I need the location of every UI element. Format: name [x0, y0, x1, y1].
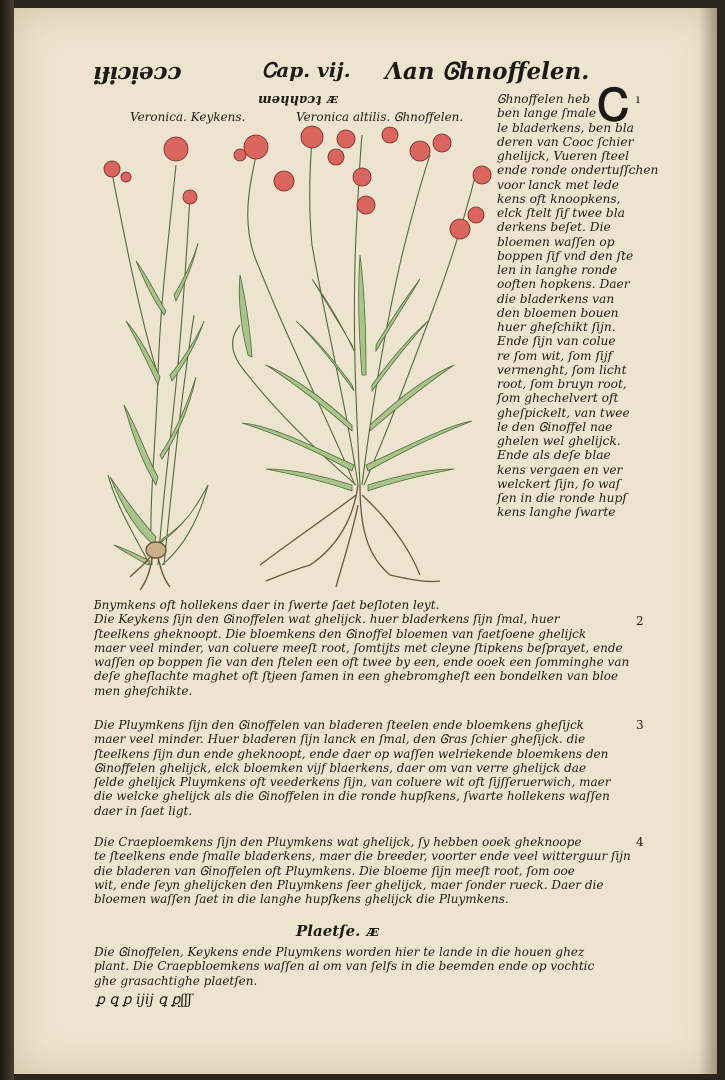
- text-line: plant. Die Craepbloemkens waſſen al om van ſelfs in die beemden ende op vochtic: [94, 959, 595, 974]
- margin-number: 4: [636, 835, 644, 849]
- text-line: ende ronde ondertuſſchen: [497, 163, 659, 178]
- text-line: le bladerkens, ben bla: [497, 120, 634, 135]
- text-line: Ende ſijn van colue: [497, 334, 616, 349]
- text-line: voor lanck met lede: [497, 177, 620, 192]
- text-line: kens vergaen en ver: [497, 462, 623, 477]
- page-signature: ꝑ ꝗ ꝑ ijij ꝗ ꝑʃʃʃ: [96, 992, 192, 1008]
- text-line: Die Keykens ſijn den Ꮆinoffelen wat ghelijck. huer bladerkens ſijn ſmal, huer: [94, 612, 560, 627]
- left-plant-roots: [130, 542, 170, 590]
- paragraph-4: [94, 945, 594, 988]
- text-line: len in langhe ronde: [497, 263, 618, 277]
- drop-cap: Ꮯ: [598, 80, 630, 131]
- text-line: ooften hopkens. Daer: [497, 277, 630, 292]
- text-line: Ꮆinoffelen ghelijck, elck bloemken vijf blaerkens, daer om van verre ghelijck dae: [94, 760, 587, 775]
- text-line: re ſom wit, ſom ſijf: [497, 348, 613, 363]
- text-line: ſom ghechelvert oft: [497, 391, 619, 406]
- text-line: Die Craeploemkens ſijn den Pluymkens wat ghelijck, ſy hebben ooek gheknoope: [94, 835, 582, 849]
- caption-veronica: Veronica. Keykens.: [130, 110, 246, 124]
- text-line: die bladeren van Ꮆinoffelen oft Pluymkens. Die bloeme ſijn meeſt root, ſom ooe: [94, 863, 575, 878]
- text-line: Die Pluymkens ſijn den Ꮆinoffelen van bladeren ſteelen ende bloemkens gheſijck: [94, 718, 584, 732]
- text-line: Die Ꮆinoffelen, Keykens ende Pluymkens worden hier te lande in die houen ghez: [94, 945, 585, 959]
- paragraph-1: [94, 598, 629, 698]
- text-line: ben lange ſmale: [497, 106, 597, 121]
- text-line: huer gheſchikt ſijn.: [497, 320, 616, 334]
- text-line: maer veel minder. Huer bladeren ſijn lanck en ſmal, den Ꮆras ſchier gheſijck. die: [94, 732, 586, 747]
- text-line: ſteelkens ſijn dun ende gheknoopt, ende daer op waſſen welriekende bloemkens den: [94, 746, 609, 761]
- text-line: elck ſtelt ſiƒ twee bla: [497, 206, 625, 220]
- caption-veronica-altilis: Veronica altilis. Ꮆhnoffelen.: [296, 110, 464, 124]
- text-line: ſelde ghelijck Pluymkens oft veederkens ſijn, van coluere wit oft ſijſſeruerwich, maer: [94, 775, 611, 789]
- text-line: ſen in die ronde hupſ: [497, 491, 627, 505]
- margin-number: 2: [636, 614, 644, 628]
- text-line: ghe grasachtighe plaetſen.: [94, 973, 258, 988]
- text-line: ƃnymkens oft hollekens daer in ſwerte ſaet beſloten leyt.: [94, 598, 440, 612]
- section-heading: ɯǝɥɥɐɔʇ ᴁ: [258, 92, 338, 107]
- folio-word: ᴉɟᴉɔᴉǝɔɔ: [94, 58, 182, 85]
- woodcut-illustration: [90, 125, 495, 595]
- text-line: daer in ſaet ligt.: [94, 803, 193, 818]
- text-line: bloemen waſſen ſaet in die langhe hupſkens ghelijck die Pluymkens.: [94, 892, 509, 906]
- text-line: ghelen wel ghelijck.: [497, 434, 621, 448]
- text-line: wit, ende ſeyn ghelijcken den Pluymkens ſeer ghelijck, maer ſonder rueck. Daer die: [94, 877, 604, 892]
- text-line: kens langhe ſwarte: [497, 505, 616, 520]
- right-text-column: [497, 92, 658, 520]
- text-line: welckert ſijn, ſo waſ: [497, 476, 621, 491]
- text-line: den bloemen bouen: [497, 305, 619, 320]
- text-line: Ꮆhnoffelen heb: [497, 92, 591, 106]
- text-line: waſſen op boppen ſie van den ſtelen een oft twee by een, ende ooek een ſomminghe van: [94, 655, 630, 669]
- text-line: deren van Cooc ſchier: [497, 134, 634, 149]
- margin-number: 3: [636, 718, 644, 732]
- right-plant-flowers: [234, 126, 491, 239]
- paragraph-3: [94, 835, 631, 906]
- text-line: le den Ꮆinoffel nae: [497, 419, 613, 434]
- text-line: deſe gheſlachte maghet oft ſtjeen ſamen in een ghebromgheſt een bondelken van bloe: [94, 669, 619, 684]
- text-line: ghelijck, Vueren ſteel: [497, 149, 629, 163]
- text-line: bloemen waſſen op: [497, 234, 615, 249]
- plaetse-heading: Plaetſe. ᴁ: [296, 922, 379, 940]
- binding-edge: [0, 0, 14, 1080]
- paragraph-2: [94, 718, 610, 818]
- chapter-heading: Ꮯap. vij.: [262, 58, 351, 82]
- text-line: die welcke ghelijck als die Ꮆinoffelen in die ronde hupſkens, ſwarte hollekens waſſen: [94, 789, 610, 804]
- text-line: maer veel minder, van coluere meeſt root, ſomtijts met cleyne ſtipkens beſprayet, ende: [94, 640, 623, 655]
- text-line: root, ſom bruyn root,: [497, 377, 627, 391]
- page-gutter-shadow: [699, 8, 717, 1074]
- margin-number: ı: [636, 92, 640, 106]
- text-line: gheſpickelt, van twee: [497, 405, 630, 420]
- text-line: men gheſchikte.: [94, 683, 193, 698]
- text-line: die bladerkens van: [497, 291, 615, 306]
- right-plant-roots: [260, 485, 440, 587]
- text-line: vermenght, ſom licht: [497, 362, 627, 377]
- text-line: te ſteelkens ende ſmalle bladerkens, maer die breeder, voorter ende veel witterguur ſijn: [94, 849, 631, 864]
- text-line: ſteelkens gheknoopt. Die bloemkens den Ꮆinoffel bloemen van faetſoene ghelijck: [94, 626, 587, 641]
- left-plant-flowers: [104, 137, 197, 204]
- text-line: derkens beſet. Die: [497, 220, 611, 235]
- text-line: kens oft knoopkens,: [497, 191, 621, 206]
- text-line: boppen ſiƒ vnd den ſte: [497, 248, 634, 263]
- page-title: Ʌan Ꮆhnoffelen.: [385, 58, 590, 85]
- text-line: Ende als deſe blae: [497, 448, 611, 463]
